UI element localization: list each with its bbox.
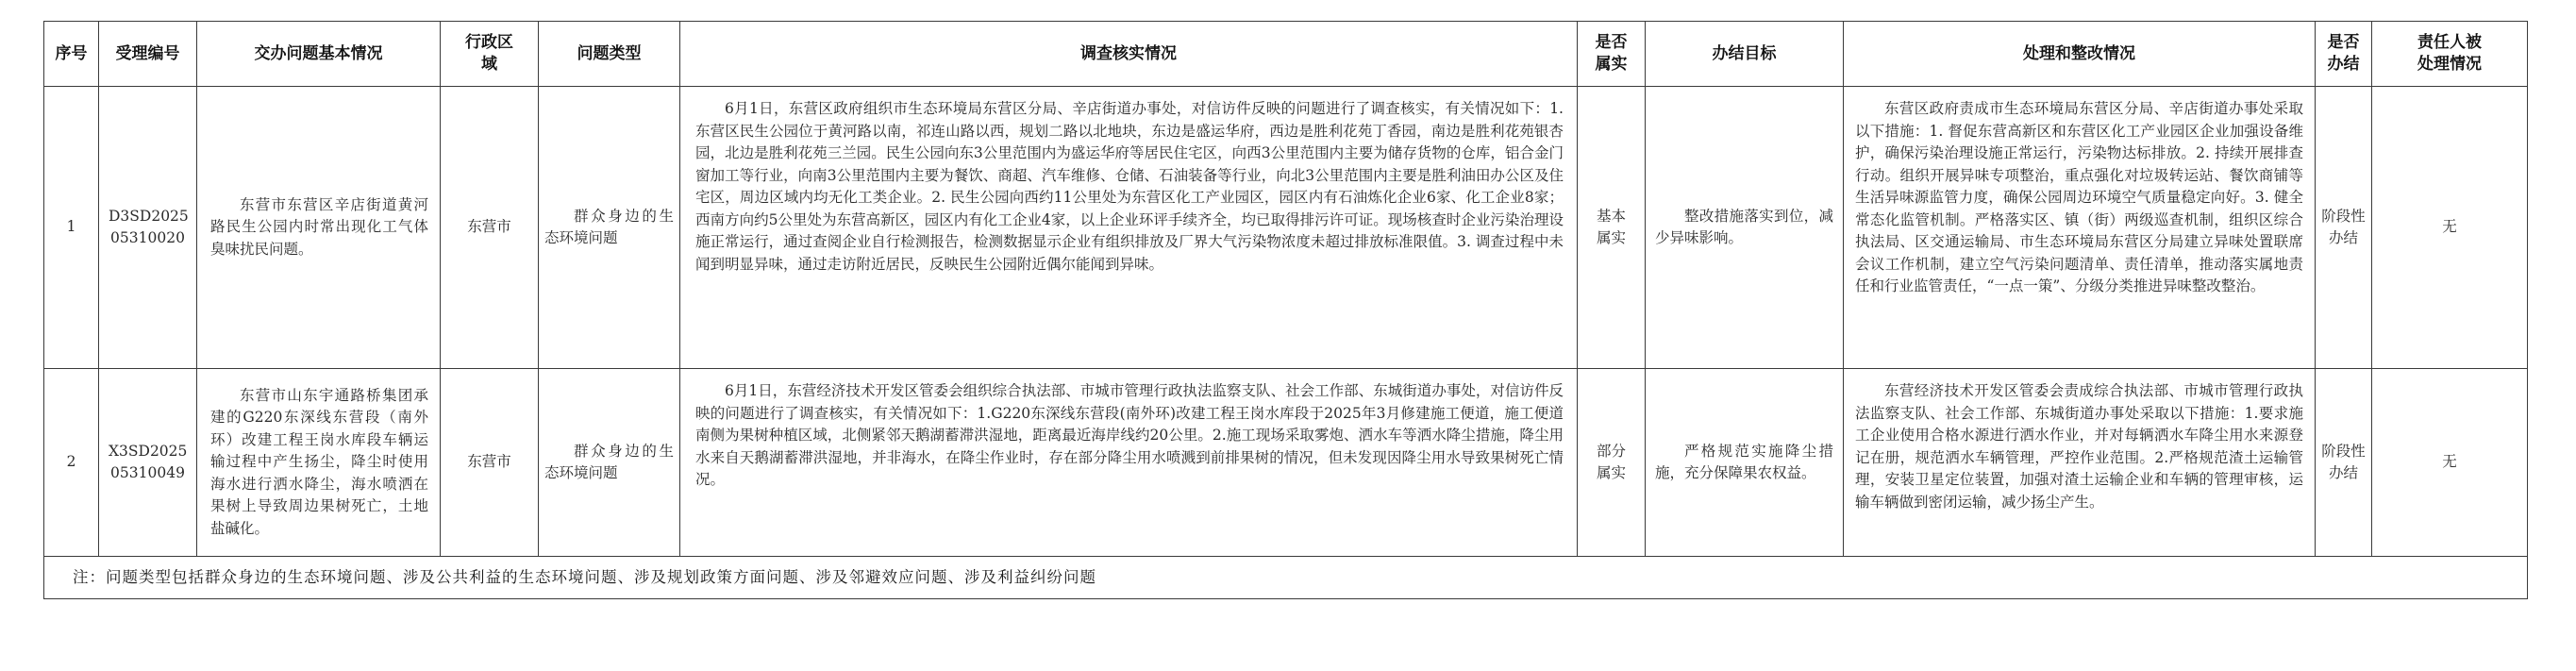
note-row [44, 557, 2528, 599]
cell-goal: 整改措施落实到位，减少异味影响。 [1646, 87, 1844, 369]
cell-issue: 东营市东营区辛店街道黄河路民生公园内时常出现化工气体臭味扰民问题。 [197, 87, 441, 369]
cell-region: 东营市 [441, 369, 539, 557]
header-type: 问题类型 [539, 22, 680, 87]
cell-issue: 东营市山东宇通路桥集团承建的G220东深线东营段（南外环）改建工程王岗水库段车辆运输过程中产生扬尘，降尘时使用海水进行洒水降尘，海水喷洒在果树上导致周边果树死亡，土地盐碱化。 [197, 369, 441, 557]
cell-accountability: 无 [2372, 369, 2528, 557]
header-issue: 交办问题基本情况 [197, 22, 441, 87]
header-row [44, 22, 2528, 87]
cell-verified: 部分属实 [1578, 369, 1646, 557]
table-footnote: 注：问题类型包括群众身边的生态环境问题、涉及公共利益的生态环境问题、涉及规划政策方面问题、涉及邻避效应问题、涉及利益纠纷问题 [44, 557, 2528, 599]
case-table [43, 21, 2528, 599]
cell-closed: 阶段性办结 [2316, 87, 2372, 369]
header-seq: 序号 [44, 22, 99, 87]
cell-closed: 阶段性办结 [2316, 369, 2372, 557]
cell-handling: 东营经济技术开发区管委会责成综合执法部、市城市管理行政执法监察支队、社会工作部、东城街道办事处采取以下措施：1.要求施工企业使用合格水源进行洒水作业，并对每辆洒水车降尘用水来源登记在册，规范洒水车辆管理，严控作业范围。2.严格规范渣土运输管理，安装卫星定位装置，加强对渣土运输企业和车辆的管理审核，运输车辆做到密闭运输，减少扬尘产生。 [1844, 369, 2316, 557]
header-investigation: 调查核实情况 [680, 22, 1578, 87]
cell-verified: 基本属实 [1578, 87, 1646, 369]
cell-investigation: 6月1日，东营经济技术开发区管委会组织综合执法部、市城市管理行政执法监察支队、社会工作部、东城街道办事处，对信访件反映的问题进行了调查核实，有关情况如下：1.G220东深线东营段(南外环)改建工程王岗水库段于2025年3月修建施工便道，施工便道南侧为果树种植区域，北侧紧邻天鹅湖蓄滞洪湿地，距离最近海岸线约20公里。2.施工现场采取雾炮、洒水车等洒水降尘措施，降尘用水来自天鹅湖蓄滞洪湿地，并非海水，在降尘作业时，存在部分降尘用水喷溅到前排果树的情况，但未发现因降尘用水导致果树死亡情况。 [680, 369, 1578, 557]
cell-type: 群众身边的生态环境问题 [539, 369, 680, 557]
cell-accountability: 无 [2372, 87, 2528, 369]
header-goal: 办结目标 [1646, 22, 1844, 87]
cell-region: 东营市 [441, 87, 539, 369]
header-id: 受理编号 [99, 22, 197, 87]
header-closed: 是否办结 [2316, 22, 2372, 87]
cell-handling: 东营区政府责成市生态环境局东营区分局、辛店街道办事处采取以下措施：1. 督促东营高新区和东营区化工产业园区企业加强设备维护，确保污染治理设施正常运行，污染物达标排放。2. 持续开展排查行动。组织开展异味专项整治，重点强化对垃圾转运站、餐饮商铺等生活异味源监管力度，确保公园周边环境空气质量稳定向好。3. 健全常态化监管机制。严格落实区、镇（街）两级巡查机制，组织区综合执法局、区交通运输局、市生态环境局东营区分局建立异味处置联席会议工作机制，建立空气污染问题清单、责任清单，推动落实属地责任和行业监管责任，“一点一策”、分级分类推进异味整改整治。 [1844, 87, 2316, 369]
cell-seq: 1 [44, 87, 99, 369]
header-region: 行政区域 [441, 22, 539, 87]
table-row [44, 369, 2528, 557]
cell-id: D3SD2025 05310020 [99, 87, 197, 369]
case-table-sheet [43, 21, 2527, 599]
header-accountability: 责任人被处理情况 [2372, 22, 2528, 87]
header-handling: 处理和整改情况 [1844, 22, 2316, 87]
table-row [44, 87, 2528, 369]
cell-id: X3SD2025 05310049 [99, 369, 197, 557]
cell-investigation: 6月1日，东营区政府组织市生态环境局东营区分局、辛店街道办事处，对信访件反映的问题进行了调查核实，有关情况如下：1. 东营区民生公园位于黄河路以南，祁连山路以西，规划二路以北地块，东边是盛运华府，西边是胜利花苑丁香园，南边是胜利花苑银杏园，北边是胜利花苑三兰园。民生公园向东3公里范围内为盛运华府等居民住宅区，向西3公里范围内主要为储存货物的仓库，铝合金门窗加工等行业，向南3公里范围内主要为餐饮、商超、汽车维修、仓储、石油装备等行业，向北3公里范围内主要是胜利油田办公区及住宅区，周边区域内均无化工类企业。2. 民生公园向西约11公里处为东营区化工产业园区，园区内有石油炼化企业6家、化工企业8家；西南方向约5公里处为东营高新区，园区内有化工企业4家，以上企业环评手续齐全，均已取得排污许可证。现场核查时企业污染治理设施正常运行，通过查阅企业自行检测报告，检测数据显示企业有组织排放及厂界大气污染物浓度未超过排放标准限值。3. 调查过程中未闻到明显异味，通过走访附近居民，反映民生公园附近偶尔能闻到异味。 [680, 87, 1578, 369]
header-verified: 是否属实 [1578, 22, 1646, 87]
cell-type: 群众身边的生态环境问题 [539, 87, 680, 369]
cell-goal: 严格规范实施降尘措施，充分保障果农权益。 [1646, 369, 1844, 557]
cell-seq: 2 [44, 369, 99, 557]
